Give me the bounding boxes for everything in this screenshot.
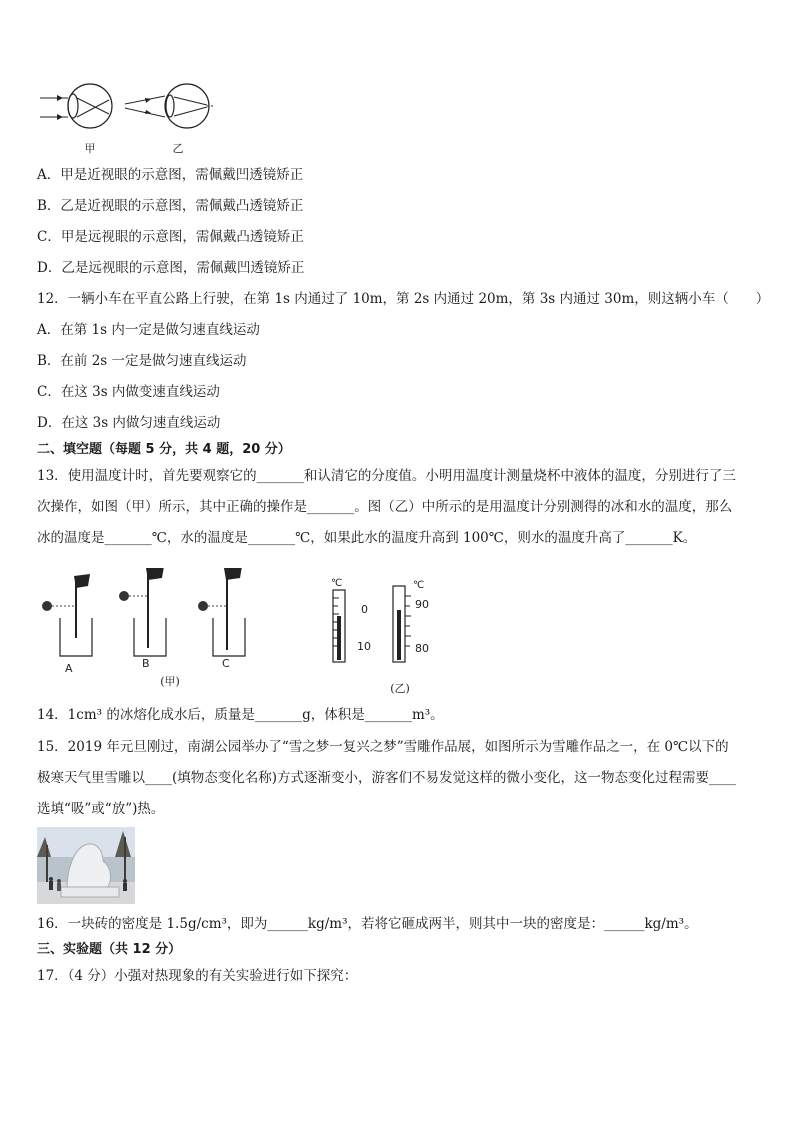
q11-option-d: D．乙是远视眼的示意图，需佩戴凹透镜矫正 (37, 260, 305, 276)
eye-label-jia: 甲 (84, 142, 96, 155)
q13-line2: 次操作，如图（甲）所示，其中正确的操作是_______。图（乙）中所示的是用温度计分别测得的冰和水的温度，那么 (37, 499, 733, 515)
thermo-left-unit: ℃ (331, 578, 343, 589)
beaker-setup-c (198, 568, 245, 656)
caption-jia: (甲) (160, 675, 180, 688)
q12-option-c: C．在这 3s 内做变速直线运动 (37, 384, 220, 400)
thermometer-operation-figure (38, 568, 248, 678)
q15-line3: 选填“吸”或“放”)热。 (37, 801, 165, 817)
q12-stem: 12．一辆小车在平直公路上行驶，在第 1s 内通过了 10m，第 2s 内通过 20m，第 3s 内通过 30m，则这辆小车（ ） (37, 291, 770, 307)
section2-heading: 二、填空题（每题 5 分，共 4 题，20 分） (37, 442, 291, 457)
snow-sculpture-photo (37, 827, 135, 904)
thermometer-ice (333, 590, 345, 662)
q15-line1: 15．2019 年元旦刚过，南湖公园举办了“雪之梦一复兴之梦”雪雕作品展，如图所示为雪雕作品之一，在 0℃以下的 (37, 739, 729, 755)
q16-text: 16．一块砖的密度是 1.5g/cm³，即为______kg/m³，若将它砸成两半，则其中一块的密度是：______kg/m³。 (37, 916, 698, 932)
beaker-label-b: B (142, 657, 150, 670)
eye-diagram-jia (40, 84, 112, 128)
q17-text: 17．（4 分）小强对热现象的有关实验进行如下探究： (37, 968, 358, 984)
eye-diagram-figure (35, 78, 220, 156)
thermometer-water (393, 586, 411, 662)
q11-option-a: A．甲是近视眼的示意图，需佩戴凹透镜矫正 (37, 167, 304, 183)
thermo-right-tick-80: 80 (415, 642, 429, 655)
thermometer-reading-figure (325, 576, 440, 668)
q11-option-c: C．甲是远视眼的示意图，需佩戴凸透镜矫正 (37, 229, 304, 245)
eye-diagram-yi (125, 84, 215, 128)
beaker-setup-a (42, 574, 92, 656)
q13-line1: 13．使用温度计时，首先要观察它的_______和认清它的分度值。小明用温度计测量烧杯中液体的温度，分别进行了三 (37, 468, 736, 484)
eye-label-yi: 乙 (172, 142, 184, 155)
caption-yi: (乙) (390, 682, 410, 695)
q12-option-b: B．在前 2s 一定是做匀速直线运动 (37, 353, 247, 369)
thermo-right-unit: ℃ (413, 580, 425, 591)
q15-line2: 极寒天气里雪雕以____(填物态变化名称)方式逐渐变小，游客们不易发觉这样的微小变化，这一物态变化过程需要____ (37, 770, 737, 786)
q12-option-a: A．在第 1s 内一定是做匀速直线运动 (37, 322, 260, 338)
thermo-left-tick-0: 0 (361, 603, 368, 616)
section3-heading: 三、实验题（共 12 分） (37, 942, 182, 957)
beaker-setup-b (119, 568, 166, 656)
thermo-right-tick-90: 90 (415, 598, 429, 611)
beaker-label-c: C (222, 657, 230, 670)
q13-line3: 冰的温度是_______℃，水的温度是_______℃，如果此水的温度升高到 100℃，则水的温度升高了_______K。 (37, 530, 697, 546)
beaker-label-a: A (65, 662, 73, 675)
q11-option-b: B．乙是近视眼的示意图，需佩戴凸透镜矫正 (37, 198, 304, 214)
q12-option-d: D．在这 3s 内做匀速直线运动 (37, 415, 221, 431)
thermo-left-tick-10: 10 (357, 640, 371, 653)
q14-text: 14．1cm³ 的冰熔化成水后，质量是_______g，体积是_______m³。 (37, 707, 444, 723)
